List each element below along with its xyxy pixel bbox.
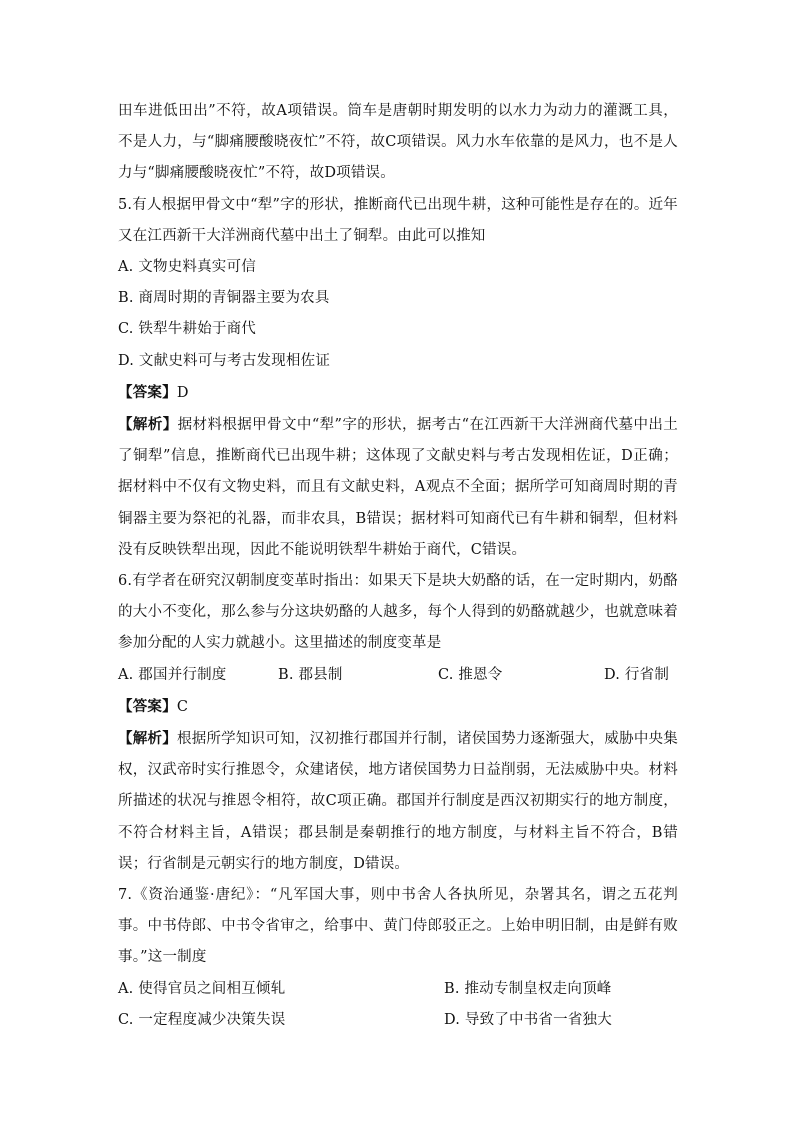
q6-option-b: B. 郡县制 [278,666,343,683]
q5-option-b: B. 商周时期的青铜器主要为农具 [118,290,330,307]
q7-options-row1 [118,974,678,1005]
q5-option-c: C. 铁犁牛耕始于商代 [118,321,256,338]
q4-analysis-tail: 田车进低田出”不符，故A项错误。筒车是唐朝时期发明的以水力为动力的灌溉工具，不是人力，与“脚痛腰酸晓夜忙”不符，故C项错误。风力水车依靠的是风力，也不是人力与“脚痛腰酸晓夜忙”不符，故D项错误。 [118,103,678,182]
q5-stem: 5.有人根据甲骨文中“犁”字的形状，推断商代已出现牛耕，这种可能性是存在的。近年又在江西新干大洋洲商代墓中出土了铜犁。由此可以推知 [118,196,678,244]
q5-analysis-text: 据材料根据甲骨文中“犁”字的形状，据考古“在江西新干大洋洲商代墓中出土了铜犁”信息，推断商代已出现牛耕；这体现了文献史料与考古发现相佐证，D正确；据材料中不仅有文物史料，而且有文献史料，A观点不全面；据所学可知商周时期的青铜器主要为祭祀的礼器，而非农具，B错误；据材料可知商代已有牛耕和铜犁，但材料没有反映铁犁出现，因此不能说明铁犁牛耕始于商代，C错误。 [118,417,678,558]
q6-answer-label: 【答案】 [118,697,177,715]
q5-answer-value: D [176,384,189,401]
q5-analysis-label: 【解析】 [118,416,178,434]
q6-answer-value: C [176,698,189,715]
q7-option-a: A. 使得官员之间相互倾轧 [118,980,286,997]
q6-analysis [118,723,678,880]
document-content [118,96,678,1036]
q6-analysis-text: 根据所学知识可知，汉初推行郡国并行制，诸侯国势力逐渐强大，威胁中央集权，汉武帝时实行推恩令，众建诸侯，地方诸侯国势力日益削弱，无法威胁中央。材料所描述的状况与推恩令相符，故C项正确。郡国并行制度是西汉初期实行的地方制度，不符合材料主旨，A错误；郡县制是秦朝推行的地方制度，与材料主旨不符合，B错误；行省制是元朝实行的地方制度，D错误。 [118,731,678,872]
q5-answer [118,377,678,409]
q6-option-d: D. 行省制 [604,666,670,683]
q6-analysis-label: 【解析】 [118,730,177,748]
q5-option-a: A. 文物史料真实可信 [118,259,256,276]
q6-options [118,660,678,691]
q5-answer-label: 【答案】 [118,383,177,401]
q6-option-a: A. 郡国并行制度 [118,666,227,683]
q7-options-row2 [118,1005,678,1036]
q6-answer [118,691,678,723]
q7-option-c: C. 一定程度减少决策失误 [118,1011,286,1028]
q5-option-d: D. 文献史料可与考古发现相佐证 [118,352,331,369]
q7-option-d: D. 导致了中书省一省独大 [444,1011,612,1028]
q7-stem: 7.《资治通鉴·唐纪》：“凡军国大事，则中书舍人各执所见，杂署其名，谓之五花判事。中书侍郎、中书令省审之，给事中、黄门侍郎驳正之。上始申明旧制，由是鲜有败事。”这一制度 [118,887,678,966]
q6-stem: 6.有学者在研究汉朝制度变革时指出：如果天下是块大奶酪的话，在一定时期内，奶酪的大小不变化，那么参与分这块奶酪的人越多，每个人得到的奶酪就越少，也就意味着参加分配的人实力就越小。这里描述的制度变革是 [118,573,678,652]
q7-option-b: B. 推动专制皇权走向顶峰 [444,980,612,997]
q6-option-c: C. 推恩令 [438,666,503,683]
q5-analysis [118,409,678,566]
